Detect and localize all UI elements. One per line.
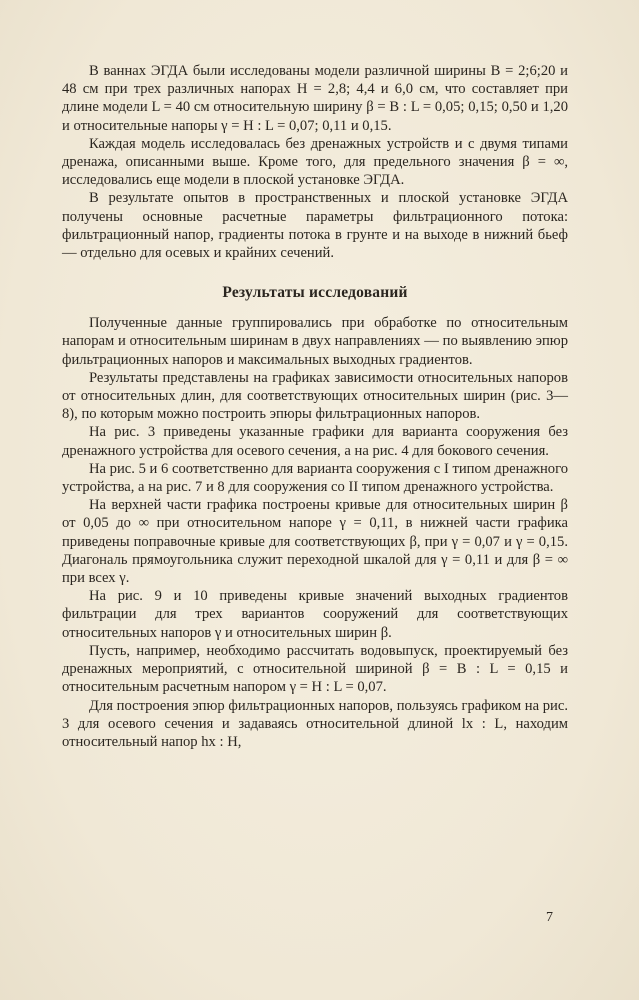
paragraph: На рис. 9 и 10 приведены кривые значений выходных градиентов фильтрации для трех вариантов сооружений для соответствующих относительных напоров γ и относительных ширин β. [62,588,568,641]
paragraph: Пусть, например, необходимо рассчитать водовыпуск, проектируемый без дренажных мероприятий, с относительной шириной β = B : L = 0,15 и относительным расчетным напором γ = H : L = 0,07. [62,642,568,696]
body-text [62,62,568,751]
paragraph: В ваннах ЭГДА были исследованы модели различной ширины B = 2;6;20 и 48 см при трех различных напорах H = 2,8; 4,4 и 6,0 см, что составляет при длине модели L = 40 см относительную ширину β = B : L = 0,05; 0,15; 0,50 и 1,20 и относительные напоры γ = H : L = 0,07; 0,11 и 0,15. [62,63,568,134]
paragraph: Каждая модель исследовалась без дренажных устройств и с двумя типами дренажа, описанными выше. Кроме того, для предельного значения β = ∞, исследовались еще модели в плоской установке ЭГДА. [62,135,568,189]
paragraph: На рис. 5 и 6 соответственно для варианта сооружения с I типом дренажного устройства, а на рис. 7 и 8 для сооружения со II типом дренажного устройства. [62,460,568,496]
page-number: 7 [546,910,553,925]
paragraph: Результаты представлены на графиках зависимости относительных напоров от относительных длин, для соответствующих относительных ширин (рис. 3—8), по которым можно построить эпюры фильтрационных напоров. [62,369,568,423]
paragraph: На рис. 3 приведены указанные графики для варианта сооружения без дренажного устройства для осевого сечения, а на рис. 4 для бокового сечения. [62,424,568,459]
paragraph: Для построения эпюр фильтрационных напоров, пользуясь графиком на рис. 3 для осевого сечения и задаваясь относительной длиной lx : L, находим относительный напор hx : H, [62,697,568,750]
section-title: Результаты исследований [222,284,408,302]
paragraph: На верхней части графика построены кривые для относительных ширин β от 0,05 до ∞ при относительном напоре γ = 0,11, в нижней части графика приведены поправочные кривые для соответствующих β, при γ = 0,07 и γ = 0,15. Диагональ прямоугольника служит переходной шкалой для γ = 0,11 и для β = ∞ при всех γ. [62,497,568,587]
paragraph: Полученные данные группировались при обработке по относительным напорам и относительным ширинам в двух направлениях — по выявлению эпюр фильтрационных напоров и максимальных выходных градиентов. [62,315,568,368]
paragraph: В результате опытов в пространственных и плоской установке ЭГДА получены основные расчетные параметры фильтрационного потока: фильтрационный напор, градиенты потока в грунте и на выходе в нижний бьеф — отдельно для осевых и крайних сечений. [62,190,568,262]
